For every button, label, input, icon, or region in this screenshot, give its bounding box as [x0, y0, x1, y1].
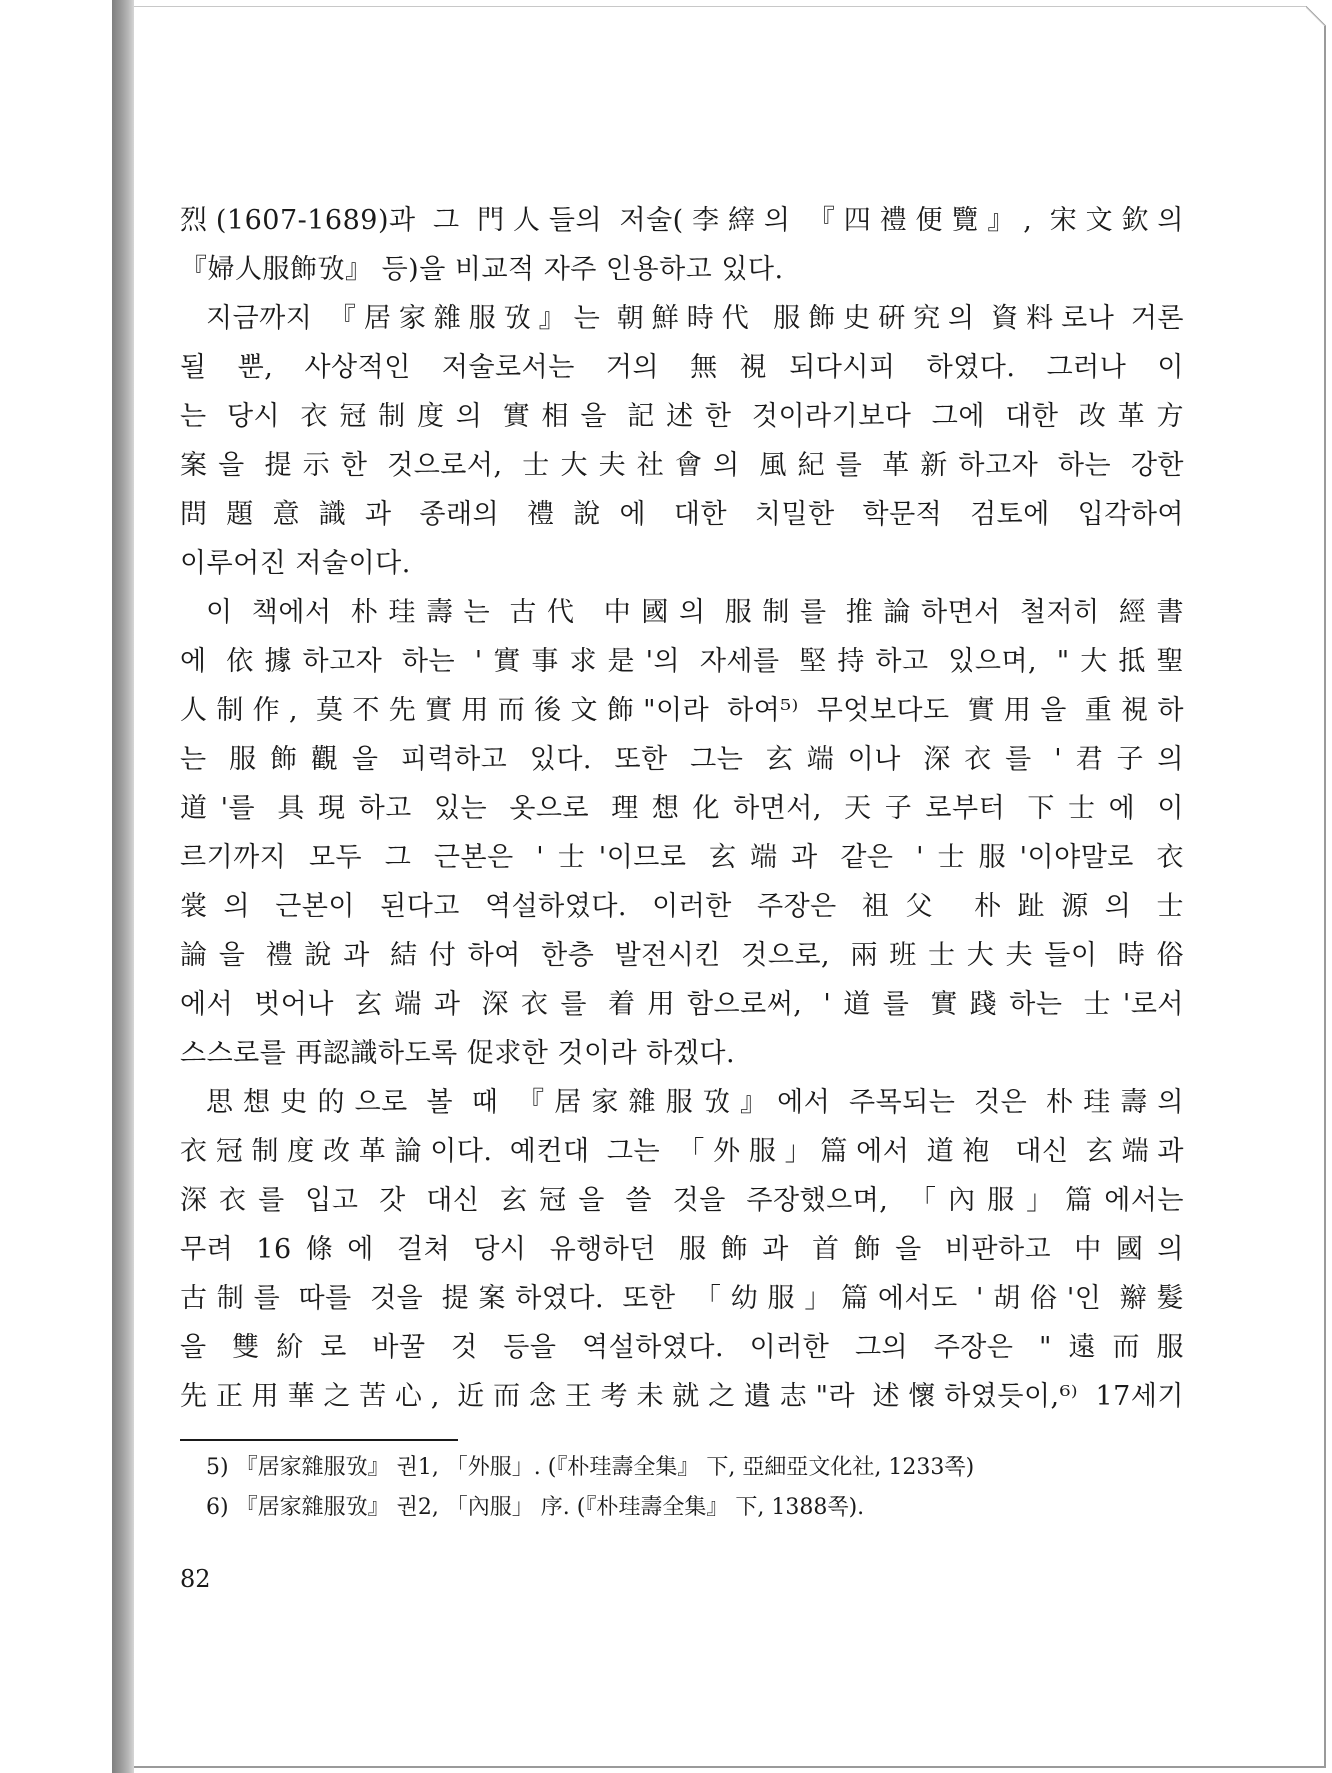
body-line: 될 뿐, 사상적인 저술로서는 거의 無視되다시피 하였다. 그러나 이 — [180, 352, 1184, 383]
body-line: 人制作, 莫不先實用而後文飾"이라 하여⁵⁾ 무엇보다도 實用을 重視하 — [180, 695, 1184, 726]
footnote: 6) 『居家雜服攷』 권2, 「內服」 序. (『朴珪壽全集』 下, 1388쪽). — [206, 1495, 865, 1520]
body-line: 烈(1607-1689)과 그 門人들의 저술(李縡의 『四禮便覽』, 宋文欽의 — [180, 205, 1184, 236]
body-line: 先正用華之苦心, 近而念王考未就之遺志"라 述懷하였듯이,⁶⁾ 17세기 — [180, 1381, 1184, 1412]
body-line: 思想史的으로 볼 때 『居家雜服攷』에서 주목되는 것은 朴珪壽의 — [206, 1087, 1184, 1118]
body-line: 는 服飾觀을 피력하고 있다. 또한 그는 玄端이나 深衣를 '君子의 — [180, 744, 1184, 775]
body-line: 스스로를 再認識하도록 促求한 것이라 하겠다. — [180, 1038, 736, 1069]
body-line: 무려 16條에 걸쳐 당시 유행하던 服飾과 首飾을 비판하고 中國의 — [180, 1234, 1184, 1265]
body-text — [180, 196, 1184, 1421]
body-line: 는 당시 衣冠制度의 實相을 記述한 것이라기보다 그에 대한 改革方 — [180, 401, 1184, 432]
body-line: 古制를 따를 것을 提案하였다. 또한 「幼服」篇에서도 '胡俗'인 辮髮 — [180, 1283, 1184, 1314]
body-line: 案을 提示한 것으로서, 士大夫社會의 風紀를 革新하고자 하는 강한 — [180, 450, 1184, 481]
body-line: 이루어진 저술이다. — [180, 548, 411, 579]
body-line: 深衣를 입고 갓 대신 玄冠을 쓸 것을 주장했으며, 「內服」篇에서는 — [180, 1185, 1184, 1216]
footnotes — [206, 1448, 1166, 1528]
body-line: 을 雙紒로 바꿀 것 등을 역설하였다. 이러한 그의 주장은 "遠而服 — [180, 1332, 1184, 1363]
footnote: 5) 『居家雜服攷』 권1, 「外服」. (『朴珪壽全集』 下, 亞細亞文化社, 1233쪽) — [206, 1455, 975, 1480]
body-line: 衣冠制度改革論이다. 예컨대 그는 「外服」篇에서 道袍 대신 玄端과 — [180, 1136, 1184, 1167]
body-line: 르기까지 모두 그 근본은 '士'이므로 玄端과 같은 '士服'이야말로 衣 — [180, 842, 1184, 873]
body-line: 問題意識과 종래의 禮說에 대한 치밀한 학문적 검토에 입각하여 — [180, 499, 1184, 530]
page-corner — [1306, 6, 1326, 26]
body-line: 에 依據하고자 하는 '實事求是'의 자세를 堅持하고 있으며, "大抵聖 — [180, 646, 1184, 677]
body-line: 지금까지 『居家雜服攷』는 朝鮮時代 服飾史硏究의 資料로나 거론 — [206, 303, 1184, 334]
body-line: 에서 벗어나 玄端과 深衣를 着用함으로써, '道를 實踐하는 士'로서 — [180, 989, 1184, 1020]
page-number: 82 — [180, 1565, 211, 1593]
body-line: 이 책에서 朴珪壽는 古代 中國의 服制를 推論하면서 철저히 經書 — [206, 597, 1184, 628]
body-line: 『婦人服飾攷』 등)을 비교적 자주 인용하고 있다. — [180, 254, 784, 285]
body-line: 論을 禮說과 結付하여 한층 발전시킨 것으로, 兩班士大夫들이 時俗 — [180, 940, 1184, 971]
body-line: 裳의 근본이 된다고 역설하였다. 이러한 주장은 祖父 朴趾源의 士 — [180, 891, 1184, 922]
footnote-divider — [180, 1439, 458, 1441]
body-line: 道'를 具現하고 있는 옷으로 理想化하면서, 天子로부터 下士에 이 — [180, 793, 1184, 824]
book-spine-edge — [112, 0, 134, 1773]
